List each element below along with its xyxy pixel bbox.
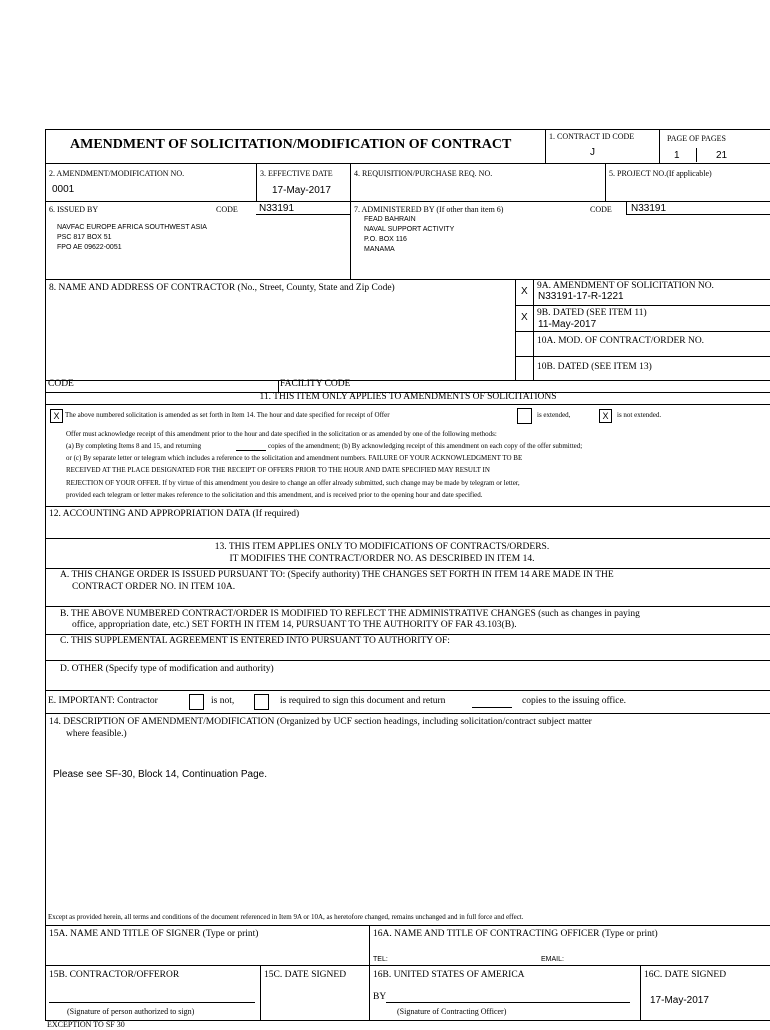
item-13c-text[interactable]: C. THIS SUPPLEMENTAL AGREEMENT IS ENTERED INTO PURSUANT TO AUTHORITY OF: <box>60 636 450 646</box>
facility-code-label: FACILITY CODE <box>280 379 351 389</box>
item-9b-label: 9B. DATED (SEE ITEM 11) <box>537 308 647 318</box>
contractor-signature-line[interactable] <box>49 1002 255 1003</box>
officer-date-signed-value[interactable]: 17-May-2017 <box>650 995 709 1006</box>
accounting-data-label: 12. ACCOUNTING AND APPROPRIATION DATA (If required) <box>49 509 300 519</box>
is-required-label: is required to sign this document and return <box>280 696 446 706</box>
extended-label: is extended, <box>537 411 571 419</box>
effective-date-label: 3. EFFECTIVE DATE <box>260 169 333 178</box>
extended-checkbox[interactable] <box>517 408 532 424</box>
item-10b-label: 10B. DATED (SEE ITEM 13) <box>537 362 652 372</box>
administered-by-address-line: FEAD BAHRAIN <box>364 216 416 223</box>
page-of-pages-label: PAGE OF PAGES <box>667 134 726 143</box>
contractor-offeror-label: 15B. CONTRACTOR/OFFEROR <box>49 970 180 980</box>
effective-date-value[interactable]: 17-May-2017 <box>272 185 331 196</box>
section-11-paragraph: copies of the amendment; (b) By acknowledging receipt of this amendment on each copy of the offer submitted; <box>268 442 583 450</box>
amendment-no-label: 2. AMENDMENT/MODIFICATION NO. <box>49 169 185 178</box>
not-extended-checkbox[interactable]: X <box>599 409 612 423</box>
issued-by-code[interactable]: N33191 <box>259 203 295 214</box>
description-label-continued: where feasible.) <box>66 729 127 739</box>
copies-count-blank[interactable] <box>472 707 512 708</box>
by-label: BY <box>373 992 387 1002</box>
project-no-label: 5. PROJECT NO.(If applicable) <box>609 169 712 178</box>
is-required-checkbox[interactable] <box>254 694 269 710</box>
item-10a-label: 10A. MOD. OF CONTRACT/ORDER NO. <box>537 336 705 346</box>
bottom-exception-note: EXCEPTION TO SF 30 <box>47 1020 125 1029</box>
issued-by-label: 6. ISSUED BY <box>49 205 99 214</box>
contracting-officer-signature-caption: (Signature of Contracting Officer) <box>397 1007 507 1016</box>
contractor-code-label: CODE <box>48 379 74 389</box>
item-9b-checkmark[interactable]: X <box>521 312 528 323</box>
contractor-date-signed-label: 15C. DATE SIGNED <box>264 970 347 980</box>
copies-blank[interactable] <box>236 450 266 451</box>
not-extended-label: is not extended. <box>617 411 662 419</box>
item-13b-text[interactable]: B. THE ABOVE NUMBERED CONTRACT/ORDER IS MODIFIED TO REFLECT THE ADMINISTRATIVE CHANGES (such as changes in paying <box>60 609 640 619</box>
copies-label: copies to the issuing office. <box>522 696 627 706</box>
section-11-paragraph: or (c) By separate letter or telegram which includes a reference to the solicitation and amendment numbers. FAILURE OF YOUR ACKNOWLEDGMENT TO BE <box>66 454 523 462</box>
item-9b-value[interactable]: 11-May-2017 <box>538 319 597 330</box>
form-title: AMENDMENT OF SOLICITATION/MODIFICATION OF CONTRACT <box>70 137 512 152</box>
administered-by-address-line: MANAMA <box>364 246 395 253</box>
item-9a-label: 9A. AMENDMENT OF SOLICITATION NO. <box>537 281 714 291</box>
requisition-label: 4. REQUISITION/PURCHASE REQ. NO. <box>354 169 493 178</box>
section-11-heading: 11. THIS ITEM ONLY APPLIES TO AMENDMENTS OF SOLICITATIONS <box>259 392 557 402</box>
signer-name-label: 15A. NAME AND TITLE OF SIGNER (Type or print) <box>49 929 259 939</box>
section-11-line: The above numbered solicitation is amended as set forth in Item 14. The hour and date specified for receipt of Offer <box>65 411 390 419</box>
item-13a-text-continued: CONTRACT ORDER NO. IN ITEM 10A. <box>72 582 236 592</box>
issued-by-address-line: FPO AE 09622-0051 <box>57 244 122 251</box>
section-11-paragraph: (a) By completing Items 8 and 15, and returning <box>66 442 202 450</box>
administered-by-code-label: CODE <box>590 205 612 214</box>
administered-by-address-line: P.O. BOX 116 <box>364 236 407 243</box>
administered-by-label: 7. ADMINISTERED BY (If other than item 6) <box>354 205 504 214</box>
tel-label: TEL: <box>373 956 388 963</box>
page-total: 21 <box>716 150 728 161</box>
important-label: E. IMPORTANT: Contractor <box>48 696 158 706</box>
administered-by-code[interactable]: N33191 <box>631 203 667 214</box>
contractor-name-label: 8. NAME AND ADDRESS OF CONTRACTOR (No., Street, County, State and Zip Code) <box>49 283 395 293</box>
officer-date-signed-label: 16C. DATE SIGNED <box>644 970 727 980</box>
administered-by-address-line: NAVAL SUPPORT ACTIVITY <box>364 226 455 233</box>
issued-by-code-label: CODE <box>216 205 238 214</box>
description-footer: Except as provided herein, all terms and conditions of the document referenced in Item 9A or 10A, as heretofore changed, remains unchanged and in full force and effect. <box>48 913 524 921</box>
item-13d-text[interactable]: D. OTHER (Specify type of modification and authority) <box>60 664 274 674</box>
contract-id-code-value[interactable]: J <box>590 147 595 158</box>
item-13a-text[interactable]: A. THIS CHANGE ORDER IS ISSUED PURSUANT TO: (Specify authority) THE CHANGES SET FORTH IN ITEM 14 ARE MADE IN THE <box>60 570 614 580</box>
item-9a-checkmark[interactable]: X <box>521 286 528 297</box>
section-11-paragraph: REJECTION OF YOUR OFFER. If by virtue of this amendment you desire to change an offer already submitted, such change may be made by telegram or letter, <box>66 479 520 487</box>
issued-by-address-line: NAVFAC EUROPE AFRICA SOUTHWEST ASIA <box>57 224 207 231</box>
issued-by-address-line: PSC 817 BOX 51 <box>57 234 112 241</box>
page-number: 1 <box>674 150 680 161</box>
contracting-officer-signature-line[interactable] <box>386 1002 630 1003</box>
contract-id-code-label: 1. CONTRACT ID CODE <box>549 132 635 141</box>
section-13-subheading: IT MODIFIES THE CONTRACT/ORDER NO. AS DESCRIBED IN ITEM 14. <box>229 554 535 564</box>
united-states-label: 16B. UNITED STATES OF AMERICA <box>373 970 525 980</box>
is-not-checkbox[interactable] <box>189 694 204 710</box>
section-13-heading: 13. THIS ITEM APPLIES ONLY TO MODIFICATIONS OF CONTRACTS/ORDERS. <box>214 542 550 552</box>
item-13b-text-continued: office, appropriation date, etc.) SET FORTH IN ITEM 14, PURSUANT TO THE AUTHORITY OF FAR 43.103(B). <box>72 620 517 630</box>
description-body: Please see SF-30, Block 14, Continuation Page. <box>53 769 268 780</box>
section-11-checkbox[interactable]: X <box>50 409 63 423</box>
email-label: EMAIL: <box>541 956 564 963</box>
amendment-no-value[interactable]: 0001 <box>52 184 75 195</box>
is-not-label: is not, <box>211 696 235 706</box>
section-11-paragraph: RECEIVED AT THE PLACE DESIGNATED FOR THE RECEIPT OF OFFERS PRIOR TO THE HOUR AND DATE SPECIFIED MAY RESULT IN <box>66 466 490 474</box>
section-11-paragraph: provided each telegram or letter makes reference to the solicitation and this amendment, and is received prior to the opening hour and date specified. <box>66 491 483 499</box>
item-9a-value[interactable]: N33191-17-R-1221 <box>538 291 624 302</box>
contractor-signature-caption: (Signature of person authorized to sign) <box>67 1007 195 1016</box>
contracting-officer-name-label: 16A. NAME AND TITLE OF CONTRACTING OFFICER (Type or print) <box>373 929 658 939</box>
description-label: 14. DESCRIPTION OF AMENDMENT/MODIFICATION (Organized by UCF section headings, including solicitation/contract subject matter <box>49 717 592 727</box>
section-11-paragraph: Offer must acknowledge receipt of this amendment prior to the hour and date specified in the solicitation or as amended by one of the following methods: <box>66 430 497 438</box>
